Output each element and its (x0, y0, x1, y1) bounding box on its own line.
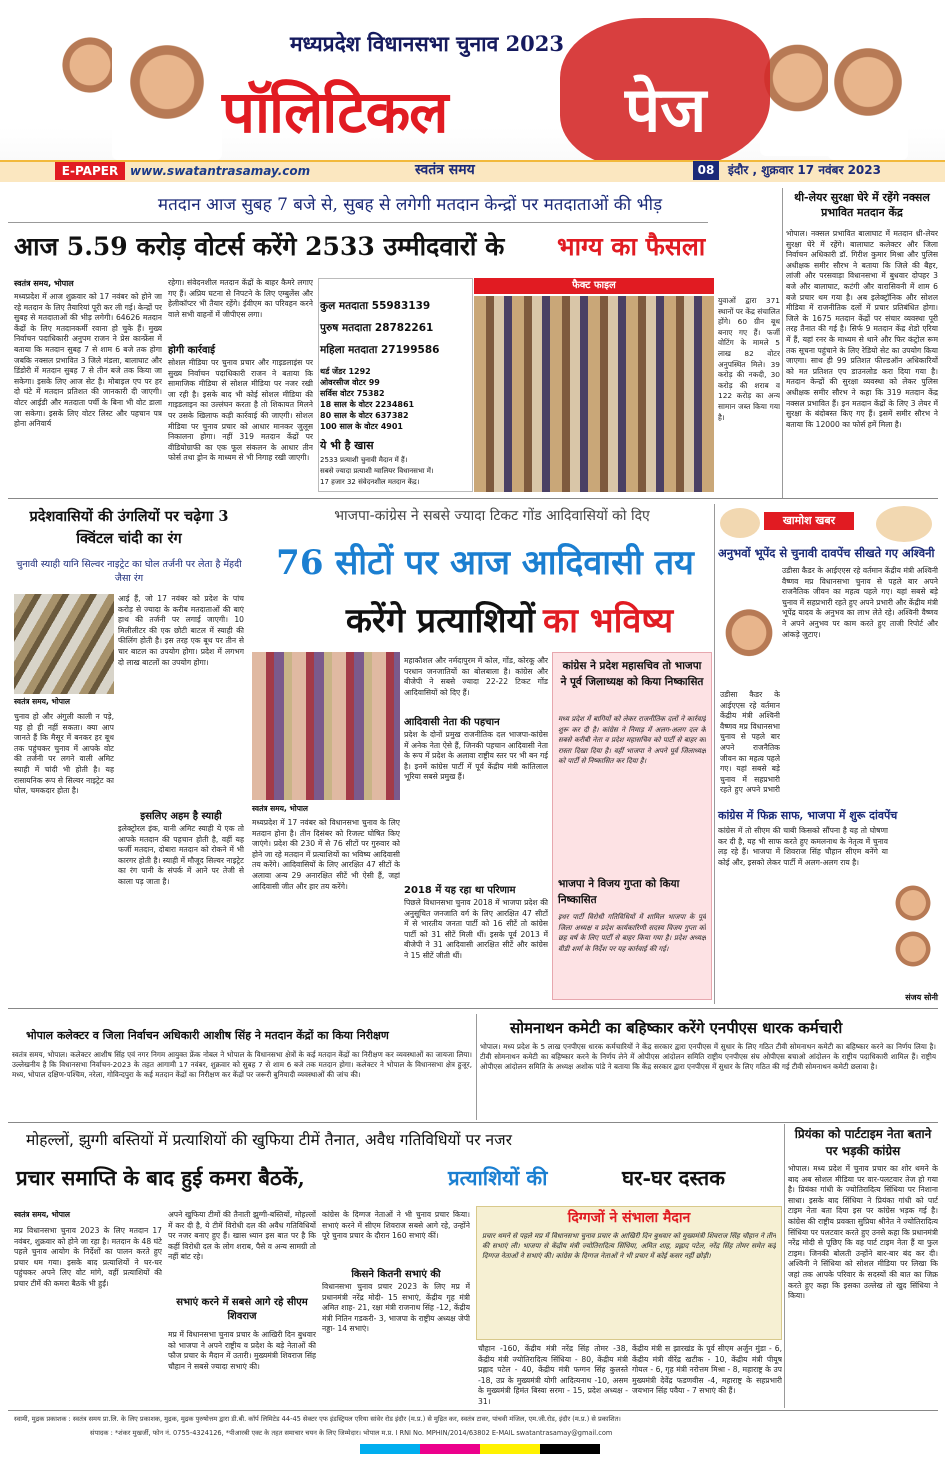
subheading: होगी कार्रवाई (168, 345, 216, 356)
silver-body: आई हैं, जो 17 नवंबर को प्रदेश के पांच करोड़ से ज्यादा के करीब मतदाताओं की बाएं हाथ की तर्जनी पर लगाई जाएगी। 10 मिलीलीटर की एक छोटी बाटल में स्याही की फीलिंग होती है। इस तरह एक बूथ पर तीन से चार बाटल का उपयोग होगा। प्रदेश में लगभग दो लाख बाटलों का उपयोग होगा। (118, 594, 244, 667)
expulsion-body: इधर पार्टी विरोधी गतिविधियों में शामिल भाजपा के पूर्व जिला अध्यक्ष व प्रदेश कार्यकारिणी सदस्य विजय गुप्ता को छह वर्ष के लिए पार्टी से बाहर किया गया है। प्रदेश अध्यक्ष वीडी शर्मा के निर्देश पर यह कार्रवाई की गई। (558, 913, 706, 953)
fact-file-title: फैक्ट फाइल (474, 278, 714, 294)
divider (8, 222, 708, 223)
leader-photo (890, 928, 936, 988)
priyanka-headline: प्रियंका को पार्टटाइम नेता बताने पर भड़की कांग्रेस (794, 1127, 932, 1158)
divider (8, 1122, 938, 1123)
byline: संजय सोनी (905, 993, 938, 1002)
registration-swatch (540, 1444, 600, 1454)
divider (8, 1410, 938, 1411)
subheading: 2018 में यह रहा था परिणाम (404, 885, 516, 896)
edition-date: इंदौर , शुक्रवार 17 नवंबर 2023 (728, 163, 881, 177)
tribal-strap: भाजपा-कांग्रेस ने सबसे ज्यादा टिकट गोंड आदिवासियों को दिए (334, 508, 650, 524)
fact-item: पुरुष मतदाता 28782261 (320, 322, 434, 334)
minister-photo (720, 604, 778, 686)
diggaj-list: केंद्रीय मंत्री स झारखंड के पूर्व सीएम अर्जुन मुंडा - 6, केंद्रीय मंत्री वीरेंद्र खटीक - 10, केंद्रीय मंत्री पीयूष गोयल - 6, गृह मंत्री नरोत्तम मिश्रा - 8, महाराष्ट्र के उप मुख्यमंत्री देवेंद्र फडणवीस -4, महाराष्ट्र के सहप्रभारी जयभान सिंह पवैया - 7 सभाएं की हैं। (632, 1344, 782, 1396)
collector-headline: भोपाल कलेक्टर व जिला निर्वाचन अधिकारी आशीष सिंह ने मतदान केंद्रों का किया निरीक्षण (26, 1029, 389, 1042)
fact-item: 100 साल के वोटर 4901 (320, 422, 403, 431)
inked-finger-photo (14, 594, 114, 694)
divider (782, 188, 783, 498)
khamosh-body: उडीसा कैडर के आईएएस रहे वर्तमान केंद्रीय मंत्री अश्विनी वैष्णव मप्र विधानसभा चुनाव से पहले बार अपने राजनैतिक जीवन का महत्व पहले गए। यहां सबसे बड़े चुनाव में सहप्रभारी रहते हुए अपने प्रभारी और केंद्रीय मंत्री भूपेंद्र यादव के अनुभव का लाभ लेते रहे। अश्विनी वैष्णव ने अपने अनुभव पर काम करते हुए ताजी रिपोर्ट और आंकड़े जुटाए। (782, 566, 938, 639)
diggaj-body: प्रचार थमने से पहले मप्र में विधानसभा चुनाव प्रचार के आखिरी दिन बुधवार को मुख्यमंत्री शिवराज सिंह चौहान ने तीन की सभाएं ली। भाजपा से केंद्रीय मंत्री ज्योतिरादित्य सिंधिया, अमित शाह, प्रह्लाद पटेल, नरेंद्र सिंह तोमर समेत कई दिग्गज नेताओं ने सभाएं की। कांग्रेस के दिग्गज नेताओं ने भी प्रचार में कोई कसर नहीं छोड़ी। (482, 1232, 776, 1260)
fact-item: 18 साल के वोटर 2234861 (320, 400, 415, 409)
khamosh-headline: अनुभवों भूपेंद से चुनावी दावपेंच सीखते गए अश्विनी (718, 546, 935, 560)
divider (476, 1014, 477, 1120)
registration-swatch (420, 1444, 480, 1454)
lead-strap: मतदान आज सुबह 7 बजे से, सुबह से लगेगी मतदान केन्द्रों पर मतदाताओं की भीड़ (157, 195, 663, 215)
lead-column: रहेगा। संवेदनशील मतदान केंद्रों के बाहर कैमरे लगाए गए हैं। अप्रिय घटना से निपटने के लिए एम्बुलेंस और हेलीकॉप्टर भी तैयार रहेंगे। ईवीएम का परिवहन करने वाले सभी वाहनों में जीपीएस लगा। (168, 278, 313, 319)
subheading: आदिवासी नेता की पहचान (404, 717, 500, 728)
khas-item: सबसे ज्यादा प्रत्याशी ग्वालियर विधानसभा में। (320, 467, 434, 475)
tribal-body: पिछले विधानसभा चुनाव 2018 में भाजपा प्रदेश की अनुसूचित जनजाति वर्ग के लिए आरक्षित 47 सीटों में से भारतीय जनता पार्टी को 16 सीटें तो कांग्रेस पार्टी को 31 सीटें मिली थीं। इसके पूर्व 2013 में बीजेपी ने 31 आदिवासी आरक्षित सीटें और कांग्रेस ने 15 सीटें जीती थीं। (404, 898, 548, 960)
khas-title: ये भी है खास (320, 439, 374, 452)
divider (8, 1008, 938, 1009)
silver-deck: चुनावी स्याही यानि सिल्वर नाइट्रेट का घोल तर्जनी पर लेता है मेंहदी जैसा रंग (16, 559, 242, 584)
subheading: इसलिए अहम है स्याही (140, 811, 222, 822)
dateline: स्वतंत्र समय, भोपाल (252, 804, 308, 813)
naxal-headline: थी-लेयर सुरक्षा घेरे में रहेंगे नक्सल प्रभावित मतदान केंद्र (794, 191, 930, 219)
page-number: 08 (693, 161, 719, 180)
divider (784, 1124, 785, 1408)
somnath-headline: सोमनाथन कमेटी का बहिष्कार करेंगे एनपीएस धारक कर्मचारी (510, 1019, 843, 1037)
expulsion-headline: भाजपा ने विजय गुप्ता को किया निष्कासित (558, 878, 680, 906)
lead-column: मध्यप्रदेश में आज शुक्रवार को 17 नवंबर को होने जा रहे मतदान के लिए तैयारियां पूरी कर ली गई। केन्द्रों पर सुबह से मतदाताओं की भीड़ लगेगी। 64626 मतदान केंद्रों के लिए मतदानकर्मी रवाना हो चुके हैं। मुख्य निर्वाचन पदाधिकारी अनुपम राजन ने प्रेस कान्फ्रेंस में बताया कि मतदान सुबह 7 से शाम 6 बजे तक होगा जबकि नक्सल प्रभावित 3 जिले मंडला, बालाघाट और डिंडोरी में मतदान सुबह 7 से तीन बजे तक किया जा सकेगा। इसके लिए आज सेट है। मोबाइल एप पर हर दो घंटे में मतदान प्रतिशत की जानकारी दी जाएगी। वोटर आईडी और मतदाता पर्ची के बिना भी वोट डाला जा सकेगा। इसके लिए वोटर लिस्ट और पहचान पत्र होना अनिवार्य (14, 292, 162, 429)
dateline: स्वतंत्र समय, भोपाल (14, 697, 70, 706)
diggaj-title: दिग्गजों ने संभाला मैदान (567, 1210, 691, 1226)
fact-item: थर्ड जेंडर 1292 (320, 367, 371, 376)
lead-column: सोशल मीडिया पर चुनाव प्रचार और गाइडलाइंस पर सुख्य निर्वाचन पदाधिकारी राजन ने बताया कि सामाजिक मीडिया से सोशल मीडिया पर नजर रखी जा रही है। इसके बाद भी कोई सोशल मीडिया की गाइडलाइन का उल्लंघन करता है तो शिकायत मिलने पर उसके खिलाफ कड़ी कार्रवाई की जाएगी। सोशल मीडिया पर चुनाव प्रचार को आधार मानकर जुलूस निकालना होगा। नहीं 319 मतदान केंद्रों पर वीडियोग्राफी का एक फूल संकलन के आधार तीन फोर्स तथा ड्रोन के माध्यम से भी निगाह रखी जाएगी। (168, 358, 313, 463)
khas-item: 17 हजार 32 संवेदनशील मतदान केंद्र। (320, 478, 420, 486)
naxal-body: भोपाल। नक्सल प्रभावित बालाघाट में मतदान थ्री-लेयर सुरक्षा घेरे में रहेंगे। बालाघाट कलेक्टर और जिला निर्वाचन अधिकारी डॉ. गिरीश कुमार मिश्रा और पुलिस अधीक्षक समीर सौरभ ने बताया कि जिले की बैहर, लांजी और परसवाड़ा विधानसभा में बुधवार दोपहर 3 बजे और बालाघाट, कटंगी और वारासिवनी में शाम 6 बजे प्रचार थम गया है। अब इलेक्ट्रॉनिक और सोशल मीडिया में राजनीतिक दलों में प्रचार प्रतिबंधित होगा। जिले के 1675 मतदान केंद्रों पर संचार व्यवस्था पूरी तरह तैनात की गई है। सिर्फ 9 मतदान केंद्र शेडो एरिया में हैं, यहां रनर के माध्यम से थाने और फिर कंट्रोल रूम तक सूचना पहुंचाने के लिए रेडियो सेट का उपयोग किया जाएगा। साथ ही 99 प्रतिशत फील्डऑन अधिकारियों को मत प्रतिशत एप डाउनलोड करा दिया गया है। मतदान केन्द्रों की सुरक्षा व्यवस्था को लेकर पुलिस अधीक्षक समीर सौरभ ने कहा कि 319 मतदान केंद्र नक्सल प्रभावित हैं। इन मतदान केंद्रों के लिए 3 लेयर में सुरक्षा के बंदोबस्त किए गए हैं। इसमें समीर सौरभ ने बताया कि 12000 का फोर्स हमें मिला है। (786, 229, 938, 429)
subheading: सभाएं करने में सबसे आगे रहे सीएम शिवराज (176, 1297, 308, 1322)
polling-staff-photo (474, 296, 714, 492)
secret-headline: प्रचार समाप्ति के बाद हुई कमरा बैठकें, (16, 1166, 305, 1190)
secret-body: मप्र में विधानसभा चुनाव प्रचार के आखिरी दिन बुधवार को भाजपा ने अपने राष्ट्रीय व प्रदेश के बड़े नेताओं की फौज प्रचार के मैदान में उतारी। मुख्यमंत्री शिवराज सिंह चौहान ने सबसे ज्यादा सभाएं की। (168, 1330, 316, 1371)
dateline: स्वतंत्र समय, भोपाल (14, 1210, 70, 1219)
lead-headline-accent: भाग्य का फैसला (557, 232, 706, 261)
tribal-body: प्रदेश के दोनों प्रमुख राजनीतिक दल भाजपा-कांग्रेस में अनेक नेता ऐसे हैं, जिनकी पहचान आदिवासी नेता के रूप में प्रदेश के अलावा राष्ट्रीय स्तर पर भी बन गई है। इनमें कांग्रेस पार्टी में पूर्व केंद्रीय मंत्री कांतिलाल भूरिया सबसे प्रमुख हैं। (404, 730, 548, 782)
khas-item: 2533 प्रत्याशी चुनावी मैदान में हैं। (320, 456, 408, 464)
fact-item: सर्विस वोटर 75382 (320, 389, 385, 398)
secret-body: कांग्रेस के दिग्गज नेताओं ने भी चुनाव प्रचार किया। सभाएं करने में सीएम शिवराज सबसे आगे रहे, उन्होंने पूरे चुनाव प्रचार के दौरान 160 सभाएं कीं। (322, 1210, 470, 1241)
divider (8, 498, 938, 499)
expulsion-headline: कांग्रेस ने प्रदेश महासचिव तो भाजपा ने पूर्व जिलाध्यक्ष को किया निष्कासित (560, 660, 704, 688)
subheading: किसने कितनी सभाएं की (351, 1269, 441, 1280)
dateline: स्वतंत्र समय, भोपाल (14, 279, 74, 288)
fact-item: कुल मतदाता 55983139 (320, 300, 431, 312)
lead-headline: आज 5.59 करोड़ वोटर्स करेंगे 2533 उम्मीदवारों के (14, 232, 505, 261)
registration-swatch (360, 1444, 420, 1454)
registration-swatch (480, 1444, 540, 1454)
khamosh-subheading: कांग्रेस में फिक्र साफ, भाजपा में शुरू दांवपेंच (718, 809, 898, 822)
priyanka-body: भोपाल। मध्य प्रदेश में चुनाव प्रचार का शोर थमने के बाद अब सोशल मीडिया पर वार-पलटवार तेज हो गया है। प्रियंका गांधी के ज्योतिरादित्य सिंधिया पर निशाना साधा। इसके बाद सिंधिया ने प्रियंका गांधी को पार्ट टाइम नेता बता दिया इस पर कांग्रेस भड़क गई है। कांग्रेस की राष्ट्रीय प्रवक्ता सुप्रिया श्रीनेत ने ज्योतिरादित्य सिंधिया पर पलटवार करते हुए उनसे कहा कि प्रधानमंत्री नरेंद्र मोदी से पूछिए कि वह पार्ट टाइम नेता हैं या फुल टाइम। जिनकी बोलती उन्होंने बार-बार बंद कर दी। अश्विनी ने सिंधिया को सोशल मीडिया पर लिखा कि जहां तक आपके परिवार के सदस्यों की बात का जिक्र करते हुए कहा कि इसका उल्लेख तो खुद सिंधिया ने किया। (788, 1164, 938, 1301)
cartoon-face-icon (720, 508, 760, 538)
editor-line: संपादक : *शंकर मुखर्जी, फोन नं. 0755-4324126, *पीआरबी एक्ट के तहत समाचार चयन के लिए जिम्मेदार। भोपाल म.प्र. I RNI No. MPHIN/2014/63802 E-MAIL swatantrasamay@gmail.com (90, 1429, 613, 1437)
tribal-body: महाकौशल और नर्मदापुरम में कोल, गोंड, कोरकू और परधान जनजातियों का बोलबाला है। कांग्रेस और बीजेपी ने सबसे ज्यादा 22-22 टिकट गोंड आदिवासियों को दिए हैं। (404, 656, 548, 697)
secret-body: विधानसभा चुनाव प्रचार 2023 के लिए मप्र में प्रधानमंत्री नरेंद्र मोदी- 15 सभाएं, केंद्रीय गृह मंत्री अमित शाह- 21, रक्षा मंत्री राजनाथ सिंह -12, केंद्रीय मंत्री नितिन गडकरी- 3, भाजपा के राष्ट्रीय अध्यक्ष जेपी नड्डा- 14 सभाएं। (322, 1282, 470, 1334)
masthead-title: पॉलिटिकल (222, 78, 448, 146)
fact-item: 80 साल के वोटर 637382 (320, 411, 409, 420)
khamosh-label: खामोश खबर (764, 512, 854, 530)
masthead-title-accent: पेज (625, 73, 707, 146)
cartoon-face-icon (876, 506, 932, 542)
fact-item: ओवरसीज वोटर 99 (320, 378, 380, 387)
tribal-headline: 76 सीटों पर आज आदिवासी तय (276, 543, 694, 583)
divider (714, 504, 715, 1004)
somnath-body: भोपाल। मध्य प्रदेश के 5 लाख एनपीएस धारक कर्मचारियों ने केंद्र सरकार द्वारा एनपीएस में सुधार के लिए गठित टीवी सोमनाथन कमेटी का बहिष्कार करने का निर्णय लिया है। टीवी सोमनाथन कमेटी का बहिष्कार करने के निर्णय लेने में ओपीएस आंदोलन समिति राष्ट्रीय एनपीएस संघ ओपीएस बचाओ आंदोलन के राष्ट्रीय पदाधिकारी शामिल हैं। राष्ट्रीय ओपीएस आंदोलन समिति के अध्यक्ष अशोक पांडे ने बताया कि केंद्र सरकार द्वारा एनपीएस में सुधार के लिए गठित की गई टीवी सोमनाथन कमेटी छलावा है। (480, 1042, 936, 1071)
secret-body: मप्र विधानसभा चुनाव 2023 के लिए मतदान 17 नवंबर, शुक्रवार को होने जा रहा है। मतदान के 48 घंटे पहले चुनाव आयोग के निर्देशों का पालन करते हुए प्रचार थम गया। इसके बाद प्रत्याशियों ने घर-घर पहुंचकर अपने लिए वोट मांगे, वहीं प्रत्याशियों की प्रचार टीमें की कमरा बैठकें भी हुईं। (14, 1226, 162, 1288)
secret-strap: मोहल्लों, झुग्गी बस्तियों में प्रत्याशियों की खुफिया टीमें तैनात, अवैध गतिविधियों पर नजर (26, 1131, 512, 1149)
fact-item: महिला मतदाता 27199586 (320, 344, 440, 356)
silver-body: इलेक्ट्रोरल इंक, यानी अमिट स्याही ये एक तो आपके मतदान की पहचान होती है, वहीं यह फर्जी मतदान, दोबारा मतदान को रोकने में भी कारगर होती है। स्याही में मौजूद सिल्वर नाइट्रेट का रंग पानी के संपर्क में आने पर तेजी से काला पड़ जाता है। (118, 824, 244, 886)
color-registration-bar (360, 1444, 600, 1454)
lead-bullets: युवाओं द्वारा 371 स्थानों पर केंद्र संचालित होंगे। 60 ग्रीन बूथ बनाए गए हैं। फर्जी वोटिंग के मामले 5 लाख 82 वोटर अनुपस्थित मिले। 39 करोड़ की नकदी, 30 करोड़ की शराब व 122 करोड़ का अन्य सामान जब्त किया गया है। (718, 296, 780, 422)
imprint-line: स्वामी, मुद्रक प्रकाशक : स्वतंत्र समय प्रा.लि. के लिए प्रकाशक, मुद्रक, मुद्रक पुरुषोत्तम द्वारा डी.बी. कॉर्प लिमिटेड 44-45 सेक्टर एफ इंडस्ट्रियल एरिया सांवेर रोड इंदौर (म.प्र.) से मुद्रित कर, स्वतंत्र टावर, पांचवी मंजिल, एम.जी.रोड, इंदौर (म.प्र.) से प्रकाशित। (14, 1415, 621, 1423)
tribal-headline-accent: का भविष्य (543, 601, 674, 641)
secret-headline: घर-घर दस्तक (622, 1166, 725, 1190)
khamosh-body: उडीसा कैडर के आईएएस रहे वर्तमान केंद्रीय मंत्री अश्विनी वैष्णव मप्र विधानसभा चुनाव से पहले बार अपने राजनैतिक जीवन का महत्व पहले गए। यहां सबसे बड़े चुनाव में सहप्रभारी रहते हुए अपने प्रभारी (720, 690, 780, 795)
diggaj-list: चौहान -160, केंद्रीय मंत्री नरेंद्र सिंह तोमर -38, केंद्रीय मंत्री ज्योतिरादित्य सिंधिया - 80, केंद्रीय मंत्री प्रह्लाद पटेल - 40, केंद्रीय मंत्री फग्गन सिंह कुलस्ते -18, उप्र के मुख्यमंत्री योगी आदित्यनाथ -10, असम के मुख्यमंत्री हिमंत बिस्वा सरमा - 15, प्रदेश अध्यक्ष - 31। (478, 1344, 628, 1406)
expulsion-body: मध्य प्रदेश में बागियों को लेकर राजनीतिक दलों ने कार्रवाई शुरू कर दी है। कांग्रेस ने निमाड़ में अलग-अलग दल के सबसे करीबी नेता व प्रदेश महासचिव को पार्टी से बाहर का रास्ता दिखा दिया है। वहीं भाजपा ने अपने पूर्व जिलाध्यक्ष को पार्टी से निष्कासित कर दिया है। (558, 715, 706, 766)
silver-body: चुनाव हो और अंगुली काली न पड़े, यह हो ही नहीं सकता। क्या आप जानते हैं कि मैसूर में बनकर हर बूथ तक पहुंचकर चुनाव में आपके वोट की तर्जनी पर लगने वाली अमिट स्याही में चांदी भी होती है। यह रासायनिक रूप से सिल्वर नाइट्रेट का घोल, चमकदार होता है। (14, 712, 114, 796)
politician-photo (828, 40, 908, 160)
tribal-headline: करेंगे प्रत्याशियों (345, 601, 535, 641)
politician-photo (60, 30, 120, 130)
tribal-women-photo (252, 652, 400, 800)
collector-body: स्वतंत्र समय, भोपाल। कलेक्टर आशीष सिंह एवं नगर निगम आयुक्त फ्रेंक नोबल ने भोपाल के विधानसभा क्षेत्रों के कई मतदान केंद्रों का निरीक्षण कर व्यवस्थाओं का जायजा लिया। उल्लेखनीय है कि विधानसभा निर्वाचन-2023 के तहत आगामी 17 नवंबर, शुक्रवार को सुबह 7 से शाम 6 बजे तक मतदान होगा। कलेक्टर ने भोपाल के विधानसभा क्षेत्र हुजूर, मध्य, भोपाल दक्षिण-पश्चिम, नरेला, गोविन्दपुरा के कई मतदान केंद्रों का निरीक्षण कर केंद्रों पर जरूरी बुनियादी व्यवस्थाओं की जांच की। (12, 1050, 472, 1079)
secret-headline-accent: प्रत्याशियों की (448, 1166, 548, 1190)
site-url[interactable]: www.swatantrasamay.com (130, 164, 311, 178)
silver-headline: प्रदेशवासियों की उंगलियों पर चढ़ेगा 3 क्विंटल चांदी का रंग (29, 508, 229, 547)
epaper-badge: E-PAPER (55, 162, 125, 180)
secret-body: अपने खुफिया टीमों की तैनाती झुग्गी-बस्तियों, मोहल्लों में कर दी है, ये टीमें विरोधी दल की अवैध गतिविधियों पर नजर बनाए हुए हैं। खास ध्यान इस बात पर है कि कहीं विरोधी दल के लोग शराब, पैसे व अन्य सामग्री तो नहीं बांट रहे। (168, 1210, 316, 1262)
politician-photo (112, 40, 222, 160)
khamosh-body: कांग्रेस में तो सीएम की चाबी किसको सौंपना है यह तो घोषणा कर दी है, यह भी साफ करते हुए कमलनाथ के नेतृत्व में चुनाव लड़ रहे हैं। भाजपा में शिवराज सिंह चौहान सीएम बनेंगे या कोई और, इसको लेकर पार्टी में अलग-अलग राय है। (718, 826, 888, 867)
masthead-kicker: मध्यप्रदेश विधानसभा चुनाव 2023 (290, 31, 565, 56)
brand-name: स्वतंत्र समय (415, 162, 475, 178)
tribal-body: मध्यप्रदेश में 17 नवंबर को विधानसभा चुनाव के लिए मतदान होना है। तीन दिसंबर को रिजल्ट घोषित किए जाएंगे। प्रदेश की 230 में से 76 सीटों पर गुरुवार को होने जा रहे मतदान में प्रत्याशियों का भविष्य आदिवासी तय करेंगे। आदिवासियों के लिए आरक्षित 47 सीटों के अलावा अन्य 29 अनारक्षित सीटें भी ऐसी हैं, जहां आदिवासी जीत और हार तय करेंगे। (252, 818, 400, 891)
